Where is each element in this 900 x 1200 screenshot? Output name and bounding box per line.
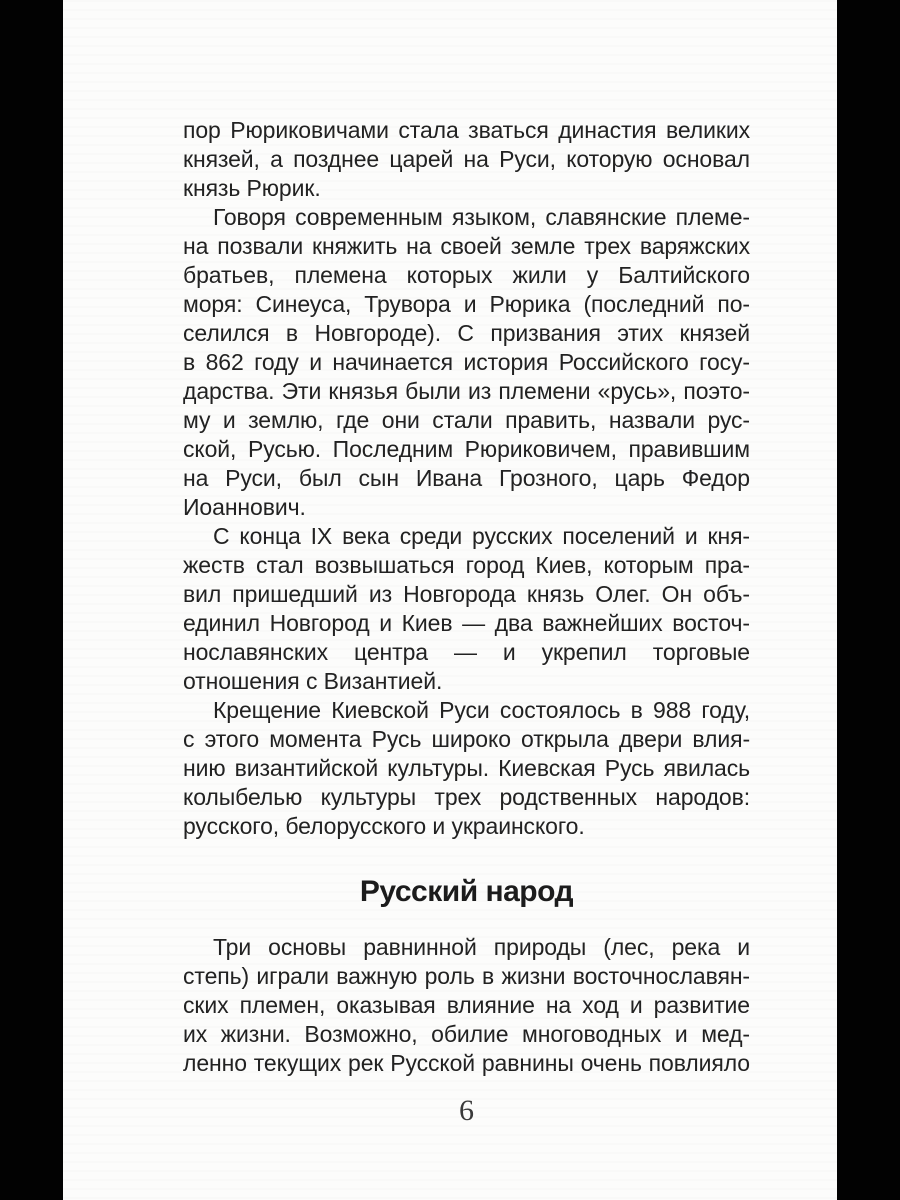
text-line: ленно текущих рек Русской равнины очень повлияло [183, 1050, 750, 1076]
text-line: ской, Русью. Последним Рюриковичем, правившим [183, 436, 750, 462]
text-line: нославянских центра — и укрепил торговые [183, 639, 750, 665]
page-number: 6 [459, 1094, 474, 1127]
text-line: князей, а позднее царей на Руси, которую основал [183, 146, 750, 172]
text-line: нию византийской культуры. Киевская Русь явилась [183, 755, 750, 781]
text-line: Иоаннович. [183, 494, 306, 520]
text-line: моря: Синеуса, Трувора и Рюрика (последний по- [183, 291, 750, 317]
text-line: на Руси, был сын Ивана Грозного, царь Федор [183, 465, 750, 491]
text-line: ских племен, оказывая влияние на ход и развитие [183, 992, 750, 1018]
text-line: братьев, племена которых жили у Балтийского [183, 262, 750, 288]
text-line: вил пришедший из Новгорода князь Олег. Он объ- [183, 581, 750, 607]
text-line: на позвали княжить на своей земле трех варяжских [183, 233, 750, 259]
text-line: в 862 году и начинается история Российского госу- [183, 349, 750, 375]
text-line: с этого момента Русь широко открыла двери влия- [183, 726, 750, 752]
text-line: жеств стал возвышаться город Киев, которым пра- [183, 552, 750, 578]
text-line: селился в Новгороде). С призвания этих князей [183, 320, 750, 346]
text-column [183, 116, 750, 1128]
text-line: Крещение Киевской Руси состоялось в 988 году, [213, 697, 750, 723]
section-body [183, 933, 750, 1078]
text-line: Говоря современным языком, славянские племе- [213, 204, 750, 230]
text-line: единил Новгород и Киев — два важнейших восточ- [183, 610, 750, 636]
text-line: колыбелью культуры трех родственных народов: [183, 784, 750, 810]
text-line: русского, белорусского и украинского. [183, 813, 585, 839]
text-line: дарства. Эти князья были из племени «русь», поэто- [183, 378, 750, 404]
text-line: степь) играли важную роль в жизни восточнославян- [183, 963, 750, 989]
text-line: князь Рюрик. [183, 175, 321, 201]
text-line: му и землю, где они стали править, назвали рус- [183, 407, 750, 433]
text-line: отношения с Византией. [183, 668, 443, 694]
text-line: пор Рюриковичами стала зваться династия великих [183, 117, 750, 143]
text-line: Три основы равнинной природы (лес, река и [213, 934, 750, 960]
right-black-border [837, 0, 900, 1200]
text-line: С конца IX века среди русских поселений и кня- [213, 523, 750, 549]
text-line: их жизни. Возможно, обилие многоводных и мед- [183, 1021, 750, 1047]
left-black-border [0, 0, 63, 1200]
book-page [63, 0, 837, 1200]
section-heading: Русский народ [359, 875, 574, 908]
